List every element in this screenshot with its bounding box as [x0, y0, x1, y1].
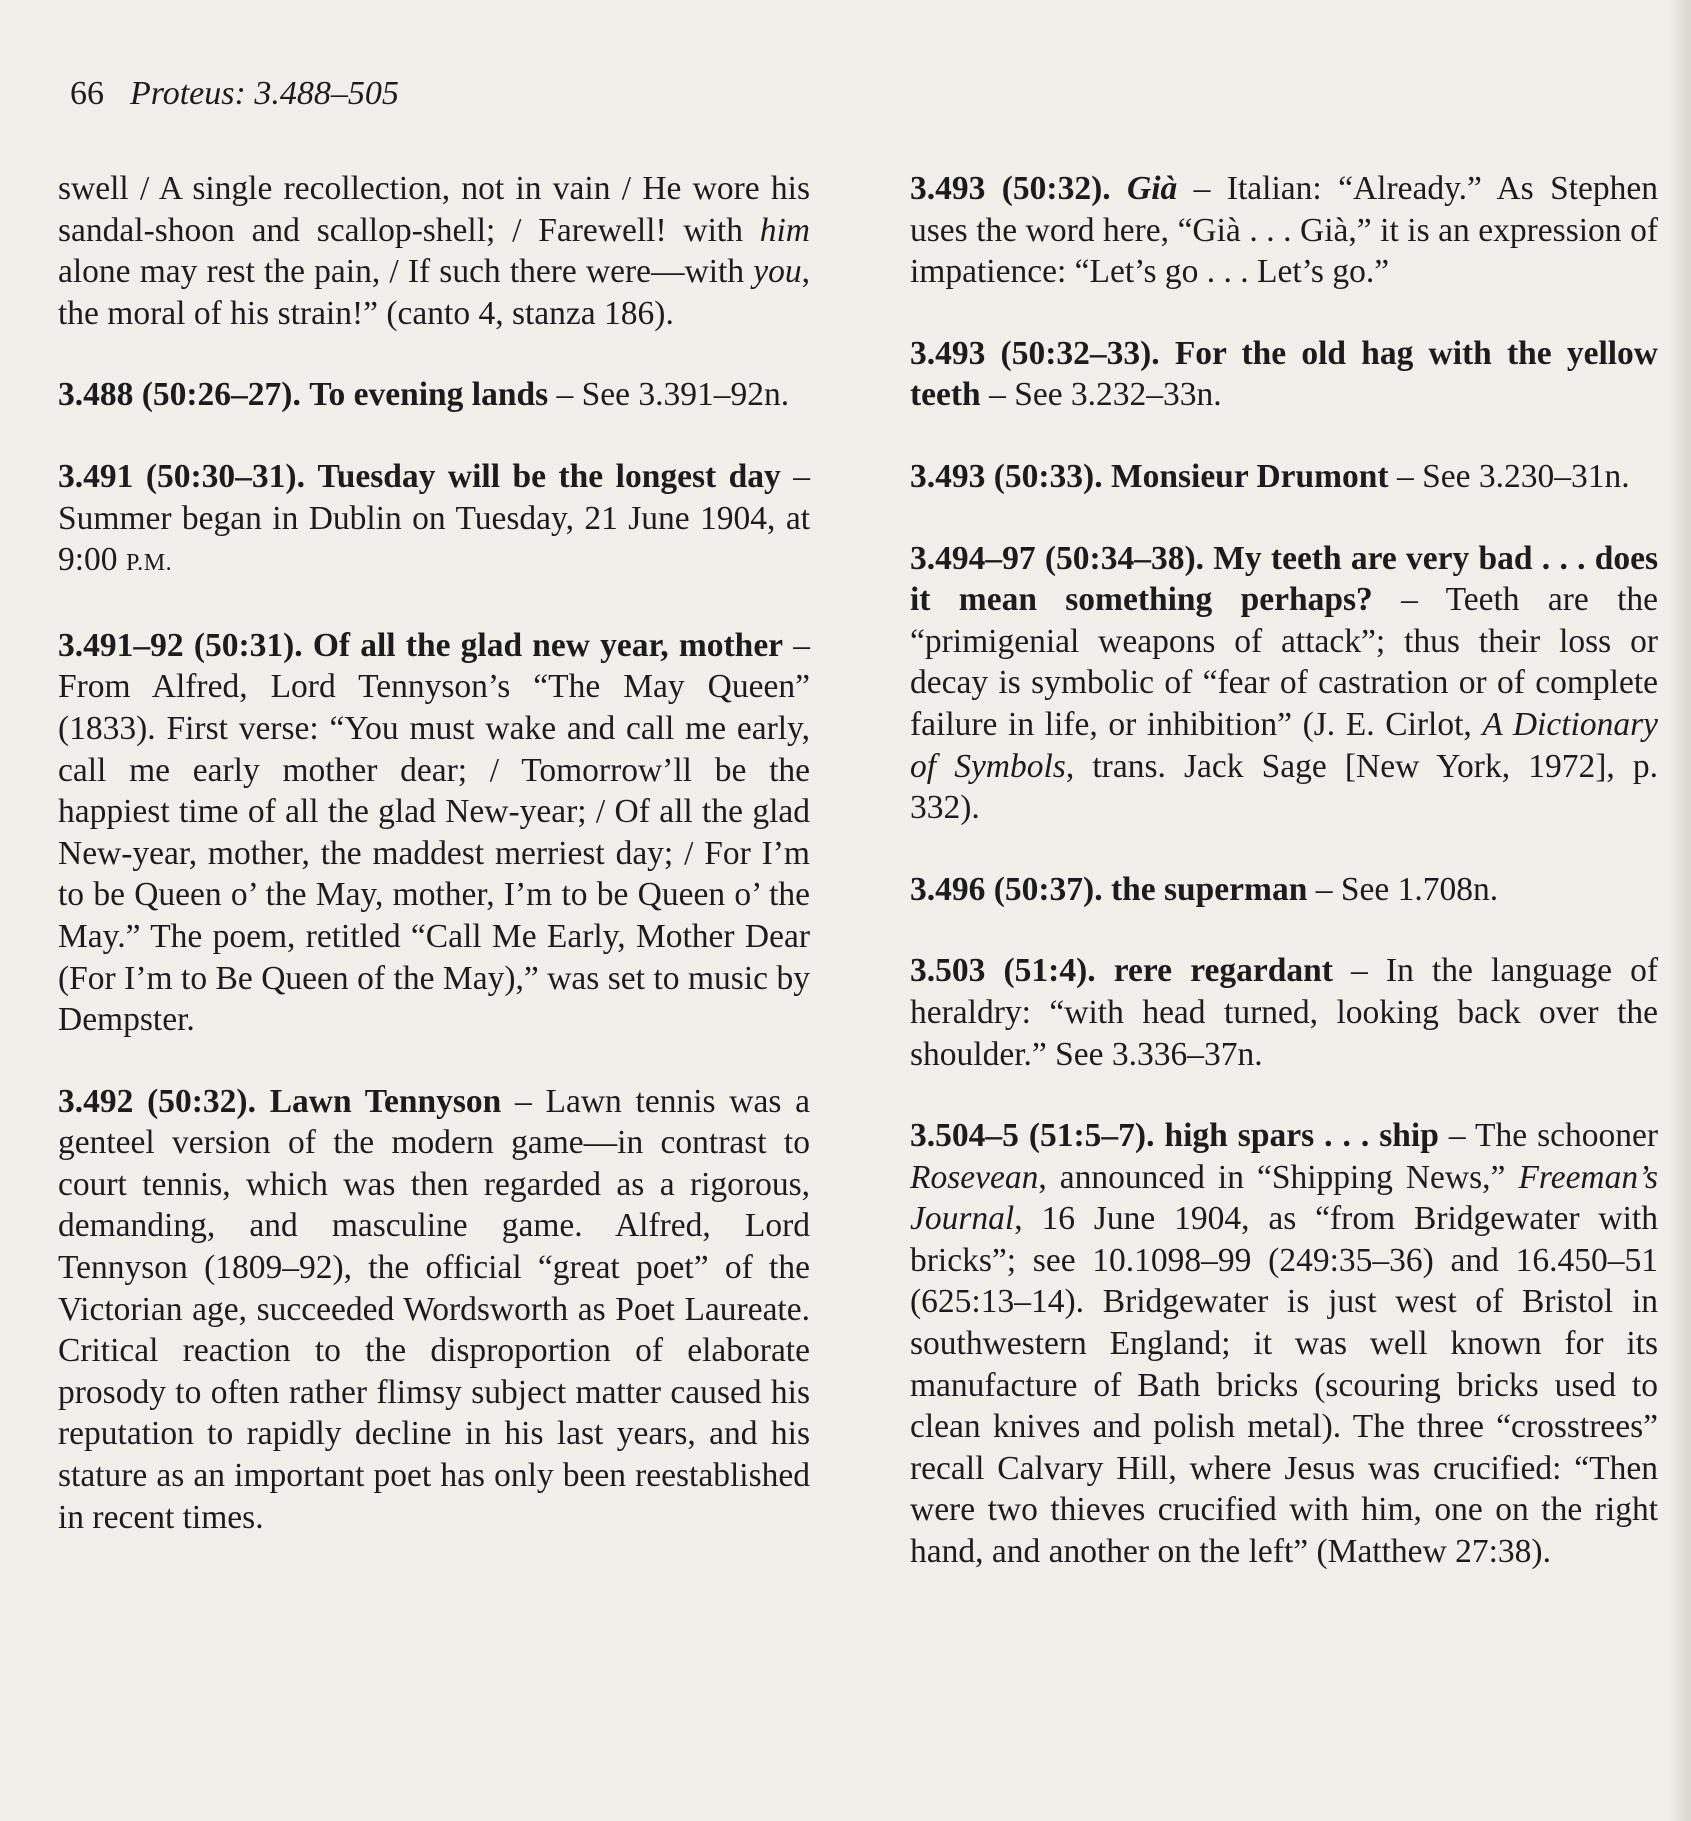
entry-reference: 3.493 (50:32–33).	[910, 334, 1160, 372]
annotation-entry	[58, 1081, 810, 1539]
running-header	[70, 70, 399, 118]
left-column	[58, 168, 810, 1578]
entry-reference: 3.504–5 (51:5–7).	[910, 1117, 1155, 1155]
entry-text: – From Alfred, Lord Tennyson’s “The May Queen” (1833). First verse: “You must wake and call me early, call me early mother dear; / Tomorrow’ll be the happiest time of all the glad New-year; / Of all the glad New-year, mother, the maddest merriest day; / For I’m to be Queen o’ the May, mother, I’m to be Queen o’ the May.” The poem, retitled “Call Me Early, Mother Dear (For I’m to Be Queen of the May),” was set to music by Dempster.	[58, 626, 810, 1039]
entry-lemma: Già	[1127, 170, 1178, 207]
annotation-entry: 3.504–5 (51:5–7). high spars . . . ship – The schooner Rosevean, announced in “Shipping News,” Freeman’s Journal, 16 June 1904, as “from Bridgewater with bricks”; see 10.1098–99 (249:35–36) and 16.450–51 (625:13–14). Bridgewater is just west of Bristol in southwestern England; it was well known for its manufacture of Bath bricks (scouring bricks used to clean knives and polish metal). The three “crosstrees” recall Calvary Hill, where Jesus was crucified: “Then were two thieves crucified with him, one on the right hand, and another on the left” (Matthew 27:38).	[910, 1117, 1658, 1571]
running-title: Proteus: 3.488–505	[130, 75, 399, 112]
entry-reference: 3.488 (50:26–27).	[58, 376, 301, 414]
newspaper-title: Freeman’s Journal	[910, 1158, 1658, 1238]
entry-lemma: Monsieur Drumont	[1110, 457, 1389, 495]
continued-entry: swell / A single recollection, not in vain / He wore his sandal-shoon and scallop-shell; / Farewell! with him alone may rest the pain, / If such there were—with you, the moral of his strain!” (canto 4, stanza 186).	[58, 170, 810, 332]
entry-reference: 3.494–97 (50:34–38).	[910, 539, 1204, 577]
entry-lemma: To evening lands	[309, 376, 549, 414]
annotation-entry	[58, 374, 810, 416]
entry-lemma: high spars . . . ship	[1164, 1117, 1439, 1155]
entry-lemma: rere regardant	[1113, 952, 1333, 990]
annotation-entry	[910, 456, 1658, 498]
annotation-entry	[910, 168, 1658, 293]
entry-lemma: My teeth are very bad . . . does it mean something perhaps?	[910, 539, 1659, 619]
entry-lemma: Lawn Tennyson	[269, 1082, 502, 1120]
entry-lemma: Of all the glad new year, mother	[312, 626, 784, 664]
entry-text: – See 3.232–33n.	[980, 376, 1222, 414]
entry-reference: 3.491–92 (50:31).	[58, 626, 303, 664]
entry-text: – Summer began in Dublin on Tuesday, 21 June 1904, at 9:00	[58, 457, 811, 579]
small-caps-time: P.M.	[125, 550, 173, 577]
annotation-entry	[58, 456, 810, 585]
entry-reference: 3.493 (50:33).	[910, 457, 1103, 495]
annotation-entry	[58, 625, 810, 1041]
entry-text: – See 3.230–31n.	[1388, 457, 1630, 495]
entry-text: – Italian: “Already.” As Stephen uses the word here, “Già . . . Già,” it is an expression of impatience: “Let’s go . . . Let’s go.”	[910, 170, 1659, 291]
annotation-entry: 3.494–97 (50:34–38). My teeth are very bad . . . does it mean something perhaps? – Teeth are the “primigenial weapons of attack”; thus their loss or decay is symbolic of “fear of castration or of complete failure in life, or inhibition” (J. E. Cirlot, A Dictionary of Symbols, trans. Jack Sage [New York, 1972], p. 332).	[910, 539, 1659, 827]
entry-reference: 3.493 (50:32).	[910, 170, 1111, 207]
entry-text: – Lawn tennis was a genteel version of the modern game—in contrast to court tennis, which was then regarded as a rigorous, demanding, and masculine game. Alfred, Lord Tennyson (1809–92), the official “great poet” of the Victorian age, succeeded Wordsworth as Poet Laureate. Critical reaction to the disproportion of elaborate prosody to often rather flimsy subject matter caused his reputation to rapidly decline in his last years, and his stature as an important poet has only been reestablished in recent times.	[58, 1082, 810, 1536]
entry-reference: 3.503 (51:4).	[910, 952, 1096, 990]
entry-text: – See 3.391–92n.	[548, 376, 790, 414]
entry-reference: 3.492 (50:32).	[58, 1082, 256, 1120]
right-column	[910, 168, 1658, 1613]
ship-name: Rosevean	[910, 1158, 1039, 1196]
entry-reference: 3.491 (50:30–31).	[58, 457, 305, 495]
entry-lemma: Tuesday will be the longest day	[317, 457, 781, 495]
annotation-entry	[910, 950, 1658, 1075]
entry-text: – Teeth are the “primigenial weapons of attack”; thus their loss or decay is symbolic of “fear of castration or of complete failure in life, or inhibition” (J. E. Cirlot,	[910, 581, 1658, 743]
entry-lemma: For the old hag with the yellow teeth	[910, 334, 1659, 414]
page-edge-shadow	[1669, 0, 1691, 1821]
page-number: 66	[70, 75, 104, 112]
annotation-entry	[910, 333, 1658, 416]
entry-text: – In the language of heraldry: “with head turned, looking back over the shoulder.” See 3.336–37n.	[910, 952, 1659, 1073]
annotation-entry	[910, 869, 1658, 911]
entry-lemma: the superman	[1110, 870, 1308, 908]
entry-text: – See 1.708n.	[1307, 870, 1499, 908]
entry-reference: 3.496 (50:37).	[910, 870, 1103, 908]
cited-title: A Dictionary of Symbols	[910, 705, 1658, 785]
entry-text: – The schooner	[1438, 1117, 1658, 1155]
